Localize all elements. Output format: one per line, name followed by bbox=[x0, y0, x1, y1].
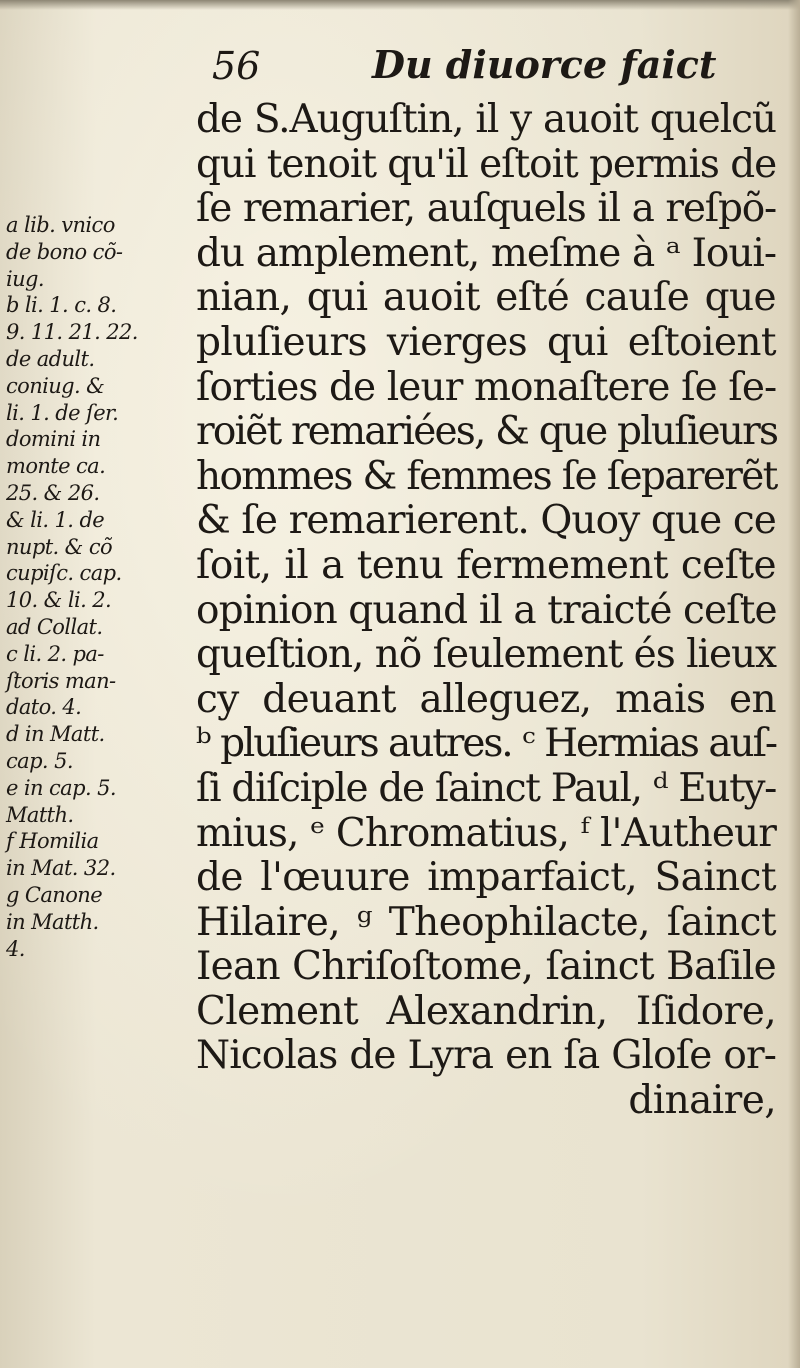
text-line: Clement Alexandrin, Iſidore, bbox=[196, 988, 776, 1034]
text-line: qui tenoit qu'il eſtoit permis de bbox=[196, 141, 777, 187]
margin-note: ſtoris man- bbox=[6, 668, 116, 693]
body-text bbox=[196, 98, 776, 1124]
text-line: nian, qui auoit eſté cauſe que bbox=[196, 275, 776, 321]
text-line: roiẽt remariées, & que pluſieurs bbox=[196, 409, 778, 455]
margin-note: li. 1. de ſer. bbox=[6, 400, 119, 425]
text-line: hommes & femmes ſe ſeparerẽt bbox=[196, 453, 777, 499]
text-line: du amplement, meſme à ᵃ Ioui- bbox=[196, 230, 776, 276]
margin-note: g Canone bbox=[6, 882, 103, 907]
margin-notes bbox=[6, 212, 196, 962]
text-line: Hilaire, ᵍ Theophilacte, ſainct bbox=[196, 899, 776, 945]
margin-note: c li. 2. pa- bbox=[6, 641, 104, 666]
margin-note: d in Matt. bbox=[6, 722, 105, 747]
text-line: pluſieurs vierges qui eſtoient bbox=[196, 319, 776, 365]
text-line: ᵇ pluſieurs autres. ᶜ Hermias auſ- bbox=[196, 721, 776, 767]
margin-note: de bono cõ- bbox=[6, 239, 123, 264]
margin-note: monte ca. bbox=[6, 454, 106, 479]
text-line: de l'œuure imparfaict, Sainct bbox=[196, 855, 776, 901]
margin-note: 4. bbox=[6, 936, 25, 961]
margin-note: cap. 5. bbox=[6, 748, 73, 773]
text-line: cy deuant alleguez, mais en bbox=[196, 676, 776, 722]
margin-note: 10. & li. 2. bbox=[6, 588, 112, 613]
margin-note: iug. bbox=[6, 266, 44, 291]
running-title: Du diuorce faict bbox=[372, 42, 717, 87]
margin-note: f Homilia bbox=[6, 829, 99, 854]
margin-note: ad Collat. bbox=[6, 614, 103, 639]
margin-note: 9. 11. 21. 22. bbox=[6, 320, 138, 345]
margin-note: nupt. & cõ bbox=[6, 534, 113, 559]
margin-note: b li. 1. c. 8. bbox=[6, 293, 117, 318]
text-line: mius, ᵉ Chromatius, ᶠ l'Autheur bbox=[196, 810, 776, 856]
page-top-shadow bbox=[0, 0, 800, 10]
margin-note: e in cap. 5. bbox=[6, 775, 116, 800]
text-line: Nicolas de Lyra en ſa Gloſe or- bbox=[196, 1033, 776, 1079]
margin-note: cupiſc. cap. bbox=[6, 561, 122, 586]
margin-note: a lib. vnico bbox=[6, 213, 115, 237]
page-right-edge bbox=[788, 0, 800, 1368]
margin-note: in Mat. 32. bbox=[6, 856, 116, 881]
margin-note: domini in bbox=[6, 427, 101, 452]
page-number: 56 bbox=[212, 44, 261, 88]
margin-note: & li. 1. de bbox=[6, 507, 105, 532]
text-line: & ſe remarierent. Quoy que ce bbox=[196, 498, 776, 544]
margin-note: dato. 4. bbox=[6, 695, 82, 720]
margin-note: de adult. bbox=[6, 346, 95, 371]
running-header bbox=[0, 38, 800, 98]
margin-note: 25. & 26. bbox=[6, 480, 100, 505]
text-line: ſorties de leur monaſtere ſe ſe- bbox=[196, 364, 777, 410]
text-line: ſe remarier, auſquels il a reſpõ- bbox=[196, 186, 776, 232]
text-line: ſi diſciple de ſainct Paul, ᵈ Euty- bbox=[196, 765, 776, 811]
text-line: de S.Auguſtin, il y auoit quelcũ bbox=[196, 97, 776, 142]
margin-note: Matth. bbox=[6, 802, 74, 827]
text-line-catchword: dinaire, bbox=[628, 1078, 776, 1124]
text-line: Iean Chriſoſtome, ſainct Baſile bbox=[196, 944, 776, 990]
text-line: opinion quand il a traicté ceſte bbox=[196, 587, 777, 633]
text-line: queſtion, nõ ſeulement és lieux bbox=[196, 632, 776, 678]
text-line: ſoit, il a tenu fermement ceſte bbox=[196, 542, 776, 588]
margin-note: in Matth. bbox=[6, 909, 99, 934]
margin-note: coniug. & bbox=[6, 373, 105, 398]
